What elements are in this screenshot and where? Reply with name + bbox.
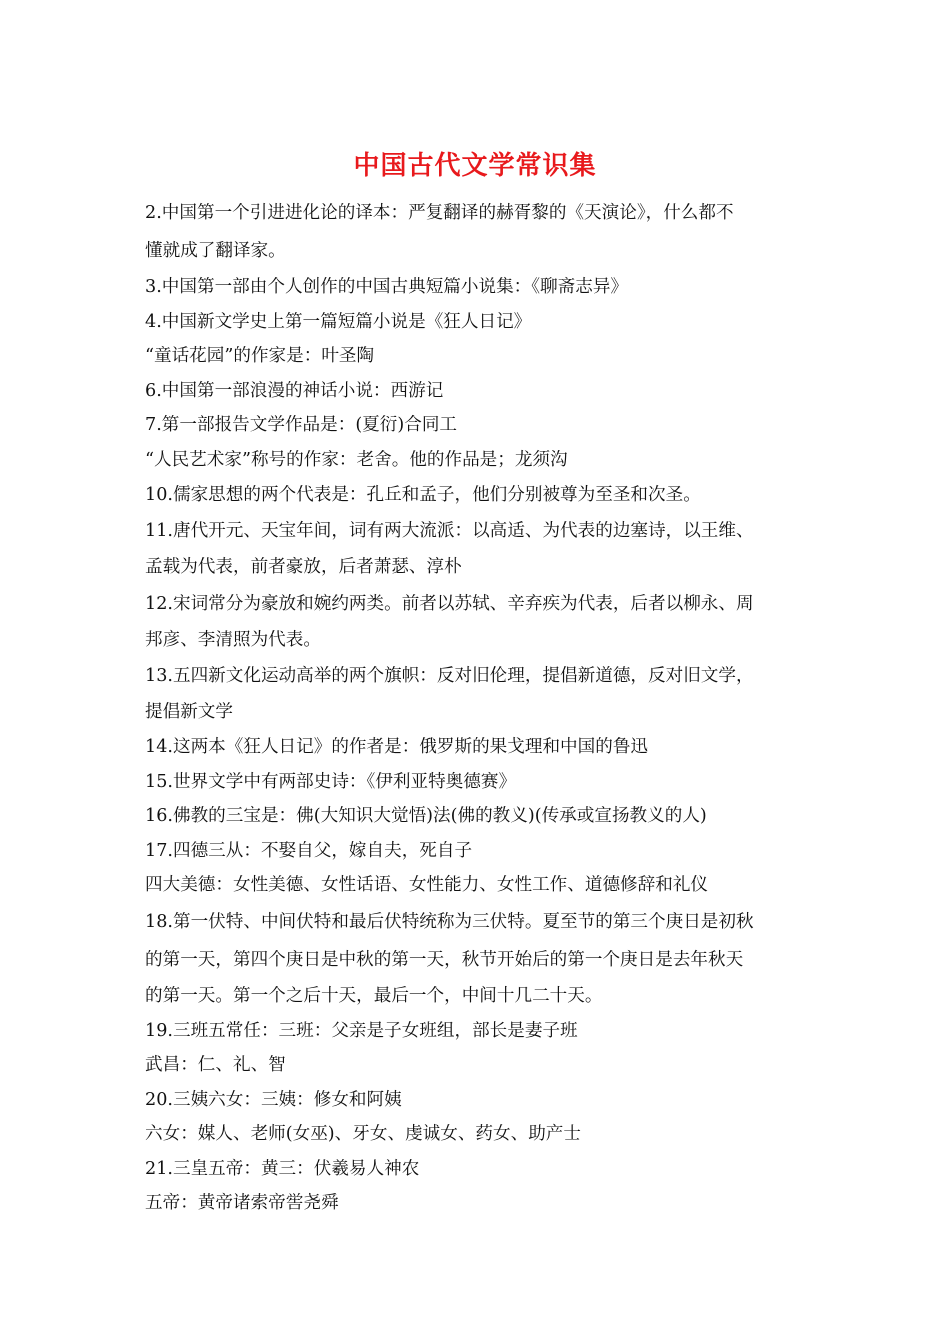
text-line: 六女：媒人、老师(女巫)、牙女、虔诚女、药女、助产士 — [145, 1124, 581, 1145]
text-line: 15.世界文学中有两部史诗：《伊利亚特奥德赛》 — [145, 771, 517, 792]
text-line: 7.第一部报告文学作品是：(夏衍)合同工 — [145, 415, 458, 436]
text-line: 孟载为代表，前者豪放，后者萧瑟、淳朴 — [145, 557, 462, 578]
text-line: 19.三班五常任：三班：父亲是子女班组，部长是妻子班 — [145, 1020, 578, 1041]
text-line: 11.唐代开元、天宝年间，词有两大流派：以高适、为代表的边塞诗，以王维、 — [145, 521, 754, 542]
page-title: 中国古代文学常识集 — [353, 151, 597, 181]
text-line: 懂就成了翻译家。 — [145, 241, 286, 261]
text-line: 14.这两本《狂人日记》的作者是：俄罗斯的果戈理和中国的鲁迅 — [145, 736, 649, 757]
text-line: 4.中国新文学史上第一篇短篇小说是《狂人日记》 — [145, 311, 532, 332]
text-line: 20.三姨六女：三姨：修女和阿姨 — [145, 1089, 402, 1110]
text-line: 五帝：黄帝诸索帝喾尧舜 — [145, 1193, 339, 1214]
text-line: 提倡新文学 — [145, 702, 233, 723]
text-line: 16.佛教的三宝是：佛(大知识大觉悟)法(佛的教义)(传承或宣扬教义的人) — [145, 806, 707, 827]
text-line: 的第一天，第四个庚日是中秋的第一天，秋节开始后的第一个庚日是去年秋天 — [145, 949, 744, 970]
text-line: 四大美德：女性美德、女性话语、女性能力、女性工作、道德修辞和礼仪 — [145, 875, 709, 896]
text-line: 3.中国第一部由个人创作的中国古典短篇小说集：《聊斋志异》 — [145, 277, 629, 297]
text-line: 6.中国第一部浪漫的神话小说：西游记 — [145, 380, 444, 401]
text-line: 17.四德三从：不娶自父，嫁自夫，死自子 — [145, 840, 473, 861]
text-line: 10.儒家思想的两个代表是：孔丘和孟子，他们分别被尊为至圣和次圣。 — [145, 484, 701, 505]
text-line: 的第一天。第一个之后十天，最后一个，中间十几二十天。 — [145, 985, 603, 1006]
text-line: 18.第一伏特、中间伏特和最后伏特统称为三伏特。夏至节的第三个庚日是初秋 — [145, 911, 754, 932]
text-line: 2.中国第一个引进进化论的译本：严复翻译的赫胥黎的《天演论》，什么都不 — [145, 203, 734, 223]
text-line: 12.宋词常分为豪放和婉约两类。前者以苏轼、辛弃疾为代表，后者以柳永、周 — [145, 593, 754, 614]
text-line: 邦彦、李清照为代表。 — [145, 629, 321, 650]
text-line: 武昌：仁、礼、智 — [145, 1055, 286, 1076]
text-line: 13.五四新文化运动高举的两个旗帜：反对旧伦理，提倡新道德，反对旧文学， — [145, 666, 754, 687]
text-line: “童话花园”的作家是：叶圣陶 — [145, 346, 375, 367]
text-line: “人民艺术家”称号的作家：老舍。他的作品是；龙须沟 — [145, 449, 568, 470]
text-line: 21.三皇五帝：黄三：伏羲易人神农 — [145, 1158, 420, 1179]
document-body — [145, 194, 815, 1221]
